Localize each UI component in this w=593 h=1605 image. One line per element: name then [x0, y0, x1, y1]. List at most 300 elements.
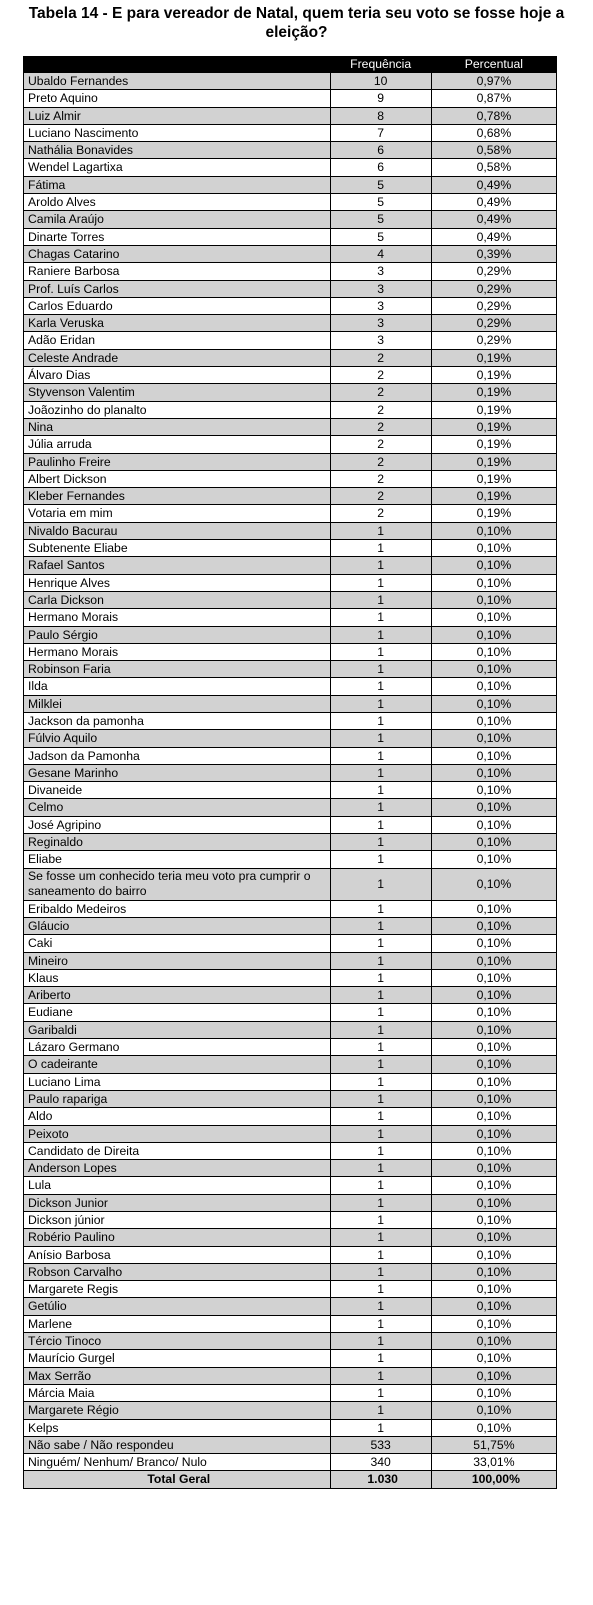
candidate-name-cell: Márcia Maia [24, 1384, 331, 1401]
table-row [24, 1333, 557, 1350]
candidate-name-cell: Luiz Almir [24, 107, 331, 124]
header-percentage: Percentual [431, 57, 556, 73]
table-row [24, 90, 557, 107]
candidate-name-cell: Wendel Lagartixa [24, 159, 331, 176]
table-row [24, 540, 557, 557]
frequency-cell: 1 [330, 1004, 431, 1021]
percentage-cell: 0,10% [431, 1315, 556, 1332]
frequency-cell: 1 [330, 851, 431, 868]
percentage-cell: 0,10% [431, 695, 556, 712]
percentage-cell: 0,10% [431, 900, 556, 917]
percentage-cell: 0,10% [431, 609, 556, 626]
percentage-cell: 0,87% [431, 90, 556, 107]
table-row [24, 1229, 557, 1246]
candidate-name-cell: Tércio Tinoco [24, 1333, 331, 1350]
percentage-cell: 0,78% [431, 107, 556, 124]
frequency-cell: 1 [330, 1142, 431, 1159]
table-row [24, 574, 557, 591]
table-row [24, 868, 557, 900]
table-row [24, 159, 557, 176]
candidate-name-cell: Eliabe [24, 851, 331, 868]
table-row [24, 1004, 557, 1021]
percentage-cell: 0,10% [431, 678, 556, 695]
frequency-cell: 1 [330, 574, 431, 591]
total-frequency: 1.030 [330, 1471, 431, 1488]
percentage-cell: 0,10% [431, 1177, 556, 1194]
candidate-name-cell: Anísio Barbosa [24, 1246, 331, 1263]
frequency-cell: 1 [330, 1160, 431, 1177]
percentage-cell: 0,10% [431, 1419, 556, 1436]
table-row [24, 211, 557, 228]
table-row [24, 1246, 557, 1263]
percentage-cell: 0,10% [431, 1039, 556, 1056]
percentage-cell: 0,97% [431, 73, 556, 90]
candidate-name-cell: Hermano Morais [24, 643, 331, 660]
frequency-cell: 1 [330, 1384, 431, 1401]
frequency-cell: 5 [330, 211, 431, 228]
frequency-cell: 1 [330, 1333, 431, 1350]
table-row [24, 1090, 557, 1107]
frequency-cell: 3 [330, 297, 431, 314]
frequency-cell: 3 [330, 315, 431, 332]
table-row [24, 952, 557, 969]
candidate-name-cell: Fúlvio Aquilo [24, 730, 331, 747]
frequency-cell: 1 [330, 1229, 431, 1246]
table-row [24, 436, 557, 453]
frequency-cell: 2 [330, 367, 431, 384]
percentage-cell: 0,10% [431, 1073, 556, 1090]
table-title: Tabela 14 - E para vereador de Natal, quem teria seu voto se fosse hoje a eleição? [28, 5, 565, 41]
frequency-cell: 2 [330, 505, 431, 522]
candidate-name-cell: Adão Eridan [24, 332, 331, 349]
frequency-cell: 10 [330, 73, 431, 90]
candidate-name-cell: Ilda [24, 678, 331, 695]
candidate-name-cell: Jackson da pamonha [24, 712, 331, 729]
percentage-cell: 0,10% [431, 1263, 556, 1280]
total-row [24, 1471, 557, 1488]
table-row [24, 987, 557, 1004]
table-row [24, 834, 557, 851]
candidate-name-cell: Nina [24, 418, 331, 435]
candidate-name-cell: Preto Aquino [24, 90, 331, 107]
frequency-cell: 1 [330, 935, 431, 952]
candidate-name-cell: Dickson júnior [24, 1212, 331, 1229]
table-row [24, 1021, 557, 1038]
frequency-cell: 2 [330, 401, 431, 418]
candidate-name-cell: Kleber Fernandes [24, 488, 331, 505]
percentage-cell: 0,10% [431, 1229, 556, 1246]
candidate-name-cell: Gesane Marinho [24, 764, 331, 781]
candidate-name-cell: Hermano Morais [24, 609, 331, 626]
table-row [24, 1142, 557, 1159]
percentage-cell: 0,19% [431, 349, 556, 366]
percentage-cell: 0,49% [431, 211, 556, 228]
percentage-cell: 0,10% [431, 1367, 556, 1384]
frequency-cell: 340 [330, 1454, 431, 1471]
table-row [24, 470, 557, 487]
percentage-cell: 0,19% [431, 436, 556, 453]
frequency-cell: 1 [330, 1177, 431, 1194]
table-row [24, 1056, 557, 1073]
table-row [24, 1177, 557, 1194]
table-row [24, 367, 557, 384]
frequency-cell: 3 [330, 332, 431, 349]
percentage-cell: 0,10% [431, 1108, 556, 1125]
frequency-cell: 1 [330, 747, 431, 764]
candidate-name-cell: Robson Carvalho [24, 1263, 331, 1280]
percentage-cell: 0,29% [431, 332, 556, 349]
candidate-name-cell: O cadeirante [24, 1056, 331, 1073]
frequency-cell: 1 [330, 834, 431, 851]
frequency-cell: 6 [330, 159, 431, 176]
percentage-cell: 0,10% [431, 574, 556, 591]
candidate-name-cell: Celeste Andrade [24, 349, 331, 366]
frequency-cell: 1 [330, 540, 431, 557]
percentage-cell: 0,19% [431, 401, 556, 418]
percentage-cell: 0,10% [431, 643, 556, 660]
candidate-name-cell: José Agripino [24, 816, 331, 833]
percentage-cell: 0,10% [431, 1090, 556, 1107]
table-row [24, 661, 557, 678]
percentage-cell: 0,10% [431, 1281, 556, 1298]
frequency-cell: 2 [330, 349, 431, 366]
frequency-cell: 1 [330, 799, 431, 816]
candidate-name-cell: Styvenson Valentim [24, 384, 331, 401]
frequency-cell: 1 [330, 868, 431, 900]
percentage-cell: 51,75% [431, 1436, 556, 1453]
percentage-cell: 0,10% [431, 1298, 556, 1315]
candidate-name-cell: Margarete Régio [24, 1402, 331, 1419]
candidate-name-cell: Candidato de Direita [24, 1142, 331, 1159]
candidate-name-cell: Ariberto [24, 987, 331, 1004]
candidate-name-cell: Ninguém/ Nenhum/ Branco/ Nulo [24, 1454, 331, 1471]
candidate-name-cell: Henrique Alves [24, 574, 331, 591]
frequency-cell: 1 [330, 661, 431, 678]
frequency-cell: 1 [330, 712, 431, 729]
frequency-cell: 533 [330, 1436, 431, 1453]
percentage-cell: 0,10% [431, 730, 556, 747]
candidate-name-cell: Mineiro [24, 952, 331, 969]
table-row [24, 1298, 557, 1315]
candidate-name-cell: Álvaro Dias [24, 367, 331, 384]
percentage-cell: 0,10% [431, 661, 556, 678]
frequency-cell: 5 [330, 194, 431, 211]
frequency-cell: 1 [330, 1039, 431, 1056]
percentage-cell: 0,10% [431, 591, 556, 608]
percentage-cell: 0,10% [431, 1384, 556, 1401]
percentage-cell: 0,10% [431, 626, 556, 643]
table-row [24, 609, 557, 626]
frequency-cell: 7 [330, 124, 431, 141]
frequency-cell: 1 [330, 1367, 431, 1384]
frequency-cell: 1 [330, 1090, 431, 1107]
candidate-name-cell: Júlia arruda [24, 436, 331, 453]
percentage-cell: 0,10% [431, 712, 556, 729]
table-row [24, 1212, 557, 1229]
header-name [24, 57, 331, 73]
table-row [24, 73, 557, 90]
candidate-name-cell: Eudiane [24, 1004, 331, 1021]
table-row [24, 488, 557, 505]
table-row [24, 1125, 557, 1142]
percentage-cell: 0,68% [431, 124, 556, 141]
percentage-cell: 0,10% [431, 1021, 556, 1038]
percentage-cell: 0,19% [431, 418, 556, 435]
candidate-name-cell: Luciano Nascimento [24, 124, 331, 141]
percentage-cell: 0,10% [431, 1350, 556, 1367]
candidate-name-cell: Rafael Santos [24, 557, 331, 574]
percentage-cell: 0,10% [431, 782, 556, 799]
frequency-cell: 1 [330, 1212, 431, 1229]
table-row [24, 522, 557, 539]
frequency-cell: 1 [330, 1021, 431, 1038]
table-row [24, 816, 557, 833]
table-row [24, 194, 557, 211]
frequency-cell: 8 [330, 107, 431, 124]
table-row [24, 280, 557, 297]
percentage-cell: 0,49% [431, 176, 556, 193]
candidate-name-cell: Reginaldo [24, 834, 331, 851]
percentage-cell: 0,29% [431, 297, 556, 314]
frequency-cell: 5 [330, 228, 431, 245]
candidate-name-cell: Celmo [24, 799, 331, 816]
frequency-cell: 1 [330, 1315, 431, 1332]
candidate-name-cell: Raniere Barbosa [24, 263, 331, 280]
candidate-name-cell: Jadson da Pamonha [24, 747, 331, 764]
percentage-cell: 0,19% [431, 488, 556, 505]
candidate-name-cell: Se fosse um conhecido teria meu voto pra cumprir o saneamento do bairro [24, 868, 331, 900]
frequency-cell: 1 [330, 557, 431, 574]
percentage-cell: 0,10% [431, 1194, 556, 1211]
frequency-cell: 1 [330, 609, 431, 626]
frequency-cell: 3 [330, 280, 431, 297]
table-row [24, 1281, 557, 1298]
candidate-name-cell: Dinarte Torres [24, 228, 331, 245]
table-row [24, 505, 557, 522]
candidate-name-cell: Votaria em mim [24, 505, 331, 522]
table-row [24, 142, 557, 159]
candidate-name-cell: Ubaldo Fernandes [24, 73, 331, 90]
frequency-cell: 1 [330, 730, 431, 747]
frequency-cell: 2 [330, 384, 431, 401]
table-row [24, 1350, 557, 1367]
percentage-cell: 0,10% [431, 1333, 556, 1350]
frequency-cell: 1 [330, 987, 431, 1004]
candidate-name-cell: Carla Dickson [24, 591, 331, 608]
percentage-cell: 0,10% [431, 1246, 556, 1263]
frequency-cell: 1 [330, 917, 431, 934]
total-label: Total Geral [24, 1471, 331, 1488]
percentage-cell: 0,39% [431, 245, 556, 262]
candidate-name-cell: Fátima [24, 176, 331, 193]
frequency-cell: 4 [330, 245, 431, 262]
candidate-name-cell: Peixoto [24, 1125, 331, 1142]
table-row [24, 591, 557, 608]
frequency-cell: 1 [330, 643, 431, 660]
table-row [24, 1402, 557, 1419]
candidate-name-cell: Albert Dickson [24, 470, 331, 487]
candidate-name-cell: Nivaldo Bacurau [24, 522, 331, 539]
header-frequency: Frequência [330, 57, 431, 73]
candidate-name-cell: Prof. Luís Carlos [24, 280, 331, 297]
frequency-cell: 2 [330, 470, 431, 487]
frequency-cell: 1 [330, 764, 431, 781]
candidate-name-cell: Margarete Regis [24, 1281, 331, 1298]
candidate-name-cell: Karla Veruska [24, 315, 331, 332]
frequency-cell: 1 [330, 1350, 431, 1367]
percentage-cell: 0,10% [431, 816, 556, 833]
table-header-row [24, 57, 557, 73]
table-row [24, 401, 557, 418]
table-row [24, 782, 557, 799]
frequency-cell: 1 [330, 591, 431, 608]
candidate-name-cell: Paulo Sérgio [24, 626, 331, 643]
table-row [24, 1436, 557, 1453]
frequency-cell: 1 [330, 1246, 431, 1263]
candidate-name-cell: Gláucio [24, 917, 331, 934]
frequency-cell: 1 [330, 1298, 431, 1315]
candidate-name-cell: Max Serrão [24, 1367, 331, 1384]
frequency-cell: 1 [330, 1419, 431, 1436]
percentage-cell: 0,49% [431, 228, 556, 245]
candidate-name-cell: Não sabe / Não respondeu [24, 1436, 331, 1453]
candidate-name-cell: Lázaro Germano [24, 1039, 331, 1056]
frequency-cell: 2 [330, 488, 431, 505]
candidate-name-cell: Paulo rapariga [24, 1090, 331, 1107]
table-row [24, 917, 557, 934]
table-row [24, 1039, 557, 1056]
candidate-name-cell: Joãozinho do planalto [24, 401, 331, 418]
percentage-cell: 0,49% [431, 194, 556, 211]
table-row [24, 245, 557, 262]
table-row [24, 228, 557, 245]
percentage-cell: 0,29% [431, 315, 556, 332]
percentage-cell: 0,10% [431, 1125, 556, 1142]
table-row [24, 626, 557, 643]
percentage-cell: 0,29% [431, 263, 556, 280]
percentage-cell: 0,10% [431, 969, 556, 986]
table-row [24, 176, 557, 193]
frequency-cell: 2 [330, 453, 431, 470]
candidate-name-cell: Klaus [24, 969, 331, 986]
percentage-cell: 0,58% [431, 159, 556, 176]
percentage-cell: 0,10% [431, 764, 556, 781]
candidate-name-cell: Dickson Junior [24, 1194, 331, 1211]
table-row [24, 418, 557, 435]
frequency-cell: 1 [330, 969, 431, 986]
table-row [24, 935, 557, 952]
frequency-cell: 1 [330, 1194, 431, 1211]
table-row [24, 1384, 557, 1401]
candidate-name-cell: Luciano Lima [24, 1073, 331, 1090]
frequency-cell: 1 [330, 695, 431, 712]
frequency-cell: 1 [330, 1281, 431, 1298]
table-row [24, 1160, 557, 1177]
percentage-cell: 0,10% [431, 1160, 556, 1177]
candidate-name-cell: Maurício Gurgel [24, 1350, 331, 1367]
frequency-cell: 1 [330, 952, 431, 969]
candidate-name-cell: Chagas Catarino [24, 245, 331, 262]
candidate-name-cell: Caki [24, 935, 331, 952]
percentage-cell: 0,10% [431, 1004, 556, 1021]
table-row [24, 764, 557, 781]
candidate-name-cell: Aroldo Alves [24, 194, 331, 211]
table-row [24, 1194, 557, 1211]
percentage-cell: 0,10% [431, 747, 556, 764]
percentage-cell: 0,10% [431, 868, 556, 900]
candidate-name-cell: Robério Paulino [24, 1229, 331, 1246]
candidate-name-cell: Eribaldo Medeiros [24, 900, 331, 917]
percentage-cell: 0,19% [431, 470, 556, 487]
table-row [24, 1454, 557, 1471]
percentage-cell: 0,10% [431, 557, 556, 574]
frequency-cell: 1 [330, 1108, 431, 1125]
frequency-cell: 1 [330, 522, 431, 539]
frequency-cell: 1 [330, 1073, 431, 1090]
percentage-cell: 0,19% [431, 505, 556, 522]
table-row [24, 124, 557, 141]
percentage-cell: 0,10% [431, 799, 556, 816]
candidate-name-cell: Carlos Eduardo [24, 297, 331, 314]
table-row [24, 384, 557, 401]
candidate-name-cell: Anderson Lopes [24, 1160, 331, 1177]
percentage-cell: 0,10% [431, 851, 556, 868]
frequency-cell: 1 [330, 1056, 431, 1073]
percentage-cell: 0,10% [431, 952, 556, 969]
frequency-cell: 6 [330, 142, 431, 159]
table-row [24, 678, 557, 695]
candidate-name-cell: Lula [24, 1177, 331, 1194]
table-row [24, 1263, 557, 1280]
candidate-name-cell: Garibaldi [24, 1021, 331, 1038]
table-row [24, 315, 557, 332]
candidate-name-cell: Kelps [24, 1419, 331, 1436]
percentage-cell: 0,29% [431, 280, 556, 297]
frequency-cell: 1 [330, 816, 431, 833]
frequency-cell: 1 [330, 1402, 431, 1419]
table-row [24, 712, 557, 729]
percentage-cell: 0,10% [431, 1056, 556, 1073]
percentage-cell: 0,10% [431, 987, 556, 1004]
frequency-cell: 2 [330, 436, 431, 453]
percentage-cell: 33,01% [431, 1454, 556, 1471]
frequency-cell: 5 [330, 176, 431, 193]
frequency-cell: 1 [330, 782, 431, 799]
table-row [24, 263, 557, 280]
candidate-name-cell: Divaneide [24, 782, 331, 799]
percentage-cell: 0,10% [431, 917, 556, 934]
percentage-cell: 0,58% [431, 142, 556, 159]
table-row [24, 851, 557, 868]
candidate-name-cell: Subtenente Eliabe [24, 540, 331, 557]
frequency-cell: 9 [330, 90, 431, 107]
frequency-cell: 1 [330, 678, 431, 695]
frequency-cell: 2 [330, 418, 431, 435]
table-row [24, 900, 557, 917]
candidate-name-cell: Getúlio [24, 1298, 331, 1315]
table-row [24, 349, 557, 366]
total-percentage: 100,00% [431, 1471, 556, 1488]
table-row [24, 557, 557, 574]
table-row [24, 1419, 557, 1436]
percentage-cell: 0,19% [431, 367, 556, 384]
percentage-cell: 0,10% [431, 540, 556, 557]
table-row [24, 1315, 557, 1332]
frequency-cell: 1 [330, 626, 431, 643]
percentage-cell: 0,10% [431, 1402, 556, 1419]
candidate-name-cell: Nathália Bonavides [24, 142, 331, 159]
percentage-cell: 0,10% [431, 522, 556, 539]
